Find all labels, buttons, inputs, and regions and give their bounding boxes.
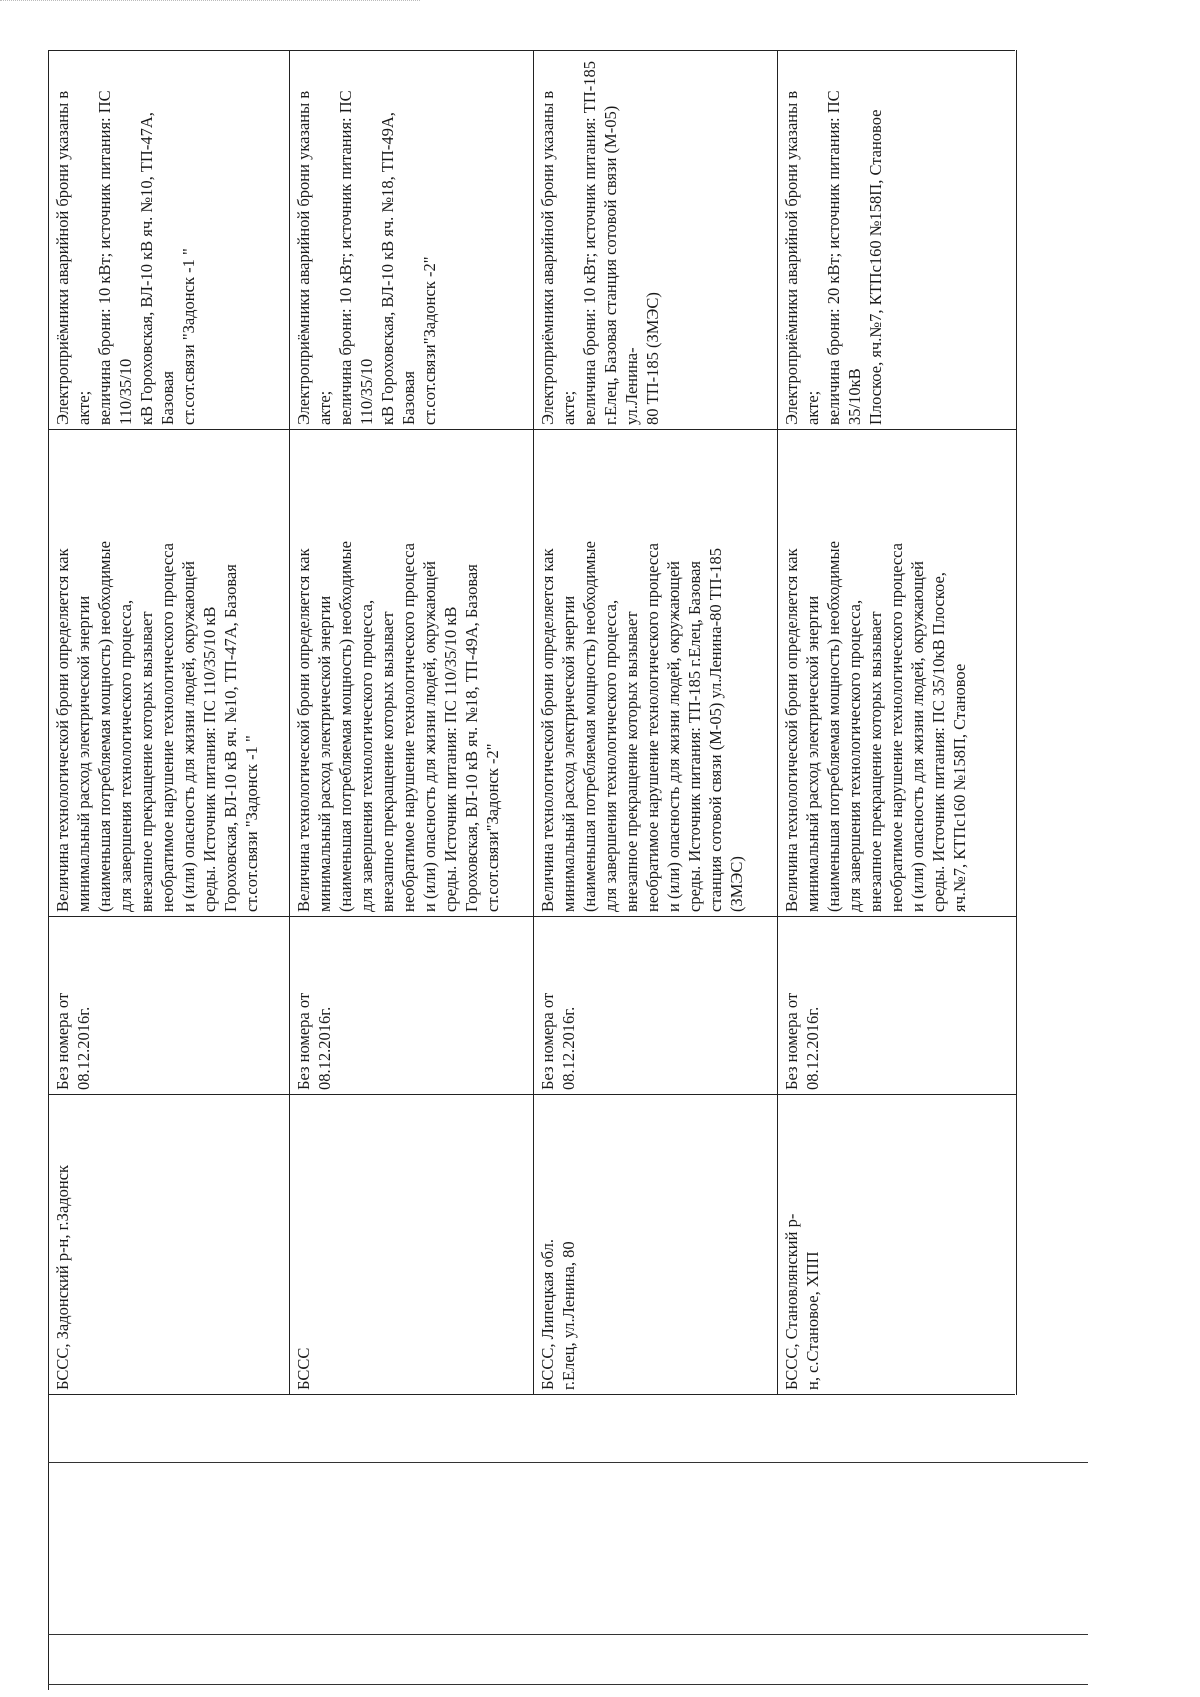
table-row — [533, 50, 778, 1395]
table-line — [48, 1684, 1088, 1685]
tech-reserve-cell: Величина технологической брони определяется как минимальный расход электрической энергии (наименьшая потребляемая мощность) необходимые для завершения технологического процесса, внезапное прекращение которых вызывает необратимое нарушение технологического процесса и (или) опасность для жизни людей, окружающей среды. Источник питания: ПС 35/10кВ Плоское, яч.№7, КТПс160 №158П, Становое — [782, 541, 969, 912]
document-cell: Без номера от 08.12.2016г. — [53, 992, 93, 1090]
scan-artifact — [0, 0, 420, 7]
table-border — [48, 1394, 1015, 1395]
object-cell: БССС, Липецкая обл. г.Елец, ул.Ленина, 80 — [538, 1238, 578, 1390]
tech-reserve-cell: Величина технологической брони определяется как минимальный расход электрической энергии (наименьшая потребляемая мощность) необходимые для завершения технологического процесса, внезапное прекращение которых вызывает необратимое нарушение технологического процесса и (или) опасность для жизни людей, окружающей среды. Источник питания: ТП-185 г.Елец, Базовая станция сотовой связи (М-05) ул.Ленина-80 ТП-185 (ЗМЭС) — [538, 541, 746, 912]
reserve-table — [48, 50, 1068, 1395]
document-cell: Без номера от 08.12.2016г. — [294, 992, 334, 1090]
object-cell: БССС — [294, 1347, 313, 1390]
table-row — [48, 50, 290, 1395]
table-border — [48, 50, 1015, 51]
table-border — [48, 1395, 49, 1690]
table-line — [48, 1634, 1088, 1635]
tech-reserve-cell: Величина технологической брони определяется как минимальный расход электрической энергии (наименьшая потребляемая мощность) необходимые для завершения технологического процесса, внезапное прекращение которых вызывает необратимое нарушение технологического процесса и (или) опасность для жизни людей, окружающей среды. Источник питания: ПС 110/35/10 кВ Гороховская, ВЛ-10 кВ яч. №10, ТП-47А, Базовая ст.сот.связи "Задонск -1 " — [53, 541, 261, 912]
emergency-reserve-cell: Электроприёмники аварийной брони указаны в акте; величина брони: 20 кВт; источник питания: ПС 35/10кВ Плоское, яч.№7, КТПс160 №158П, Становое — [782, 90, 885, 425]
document-cell: Без номера от 08.12.2016г. — [782, 992, 822, 1090]
emergency-reserve-cell: Электроприёмники аварийной брони указаны в акте; величина брони: 10 кВт; источник питания: ТП-185 г.Елец, Базовая станция сотовой связи (М-05) ул.Ленина- 80 ТП-185 (ЗМЭС) — [538, 61, 662, 425]
object-cell: БССС, Становлянский р- н, с.Становое, ХПП — [782, 1213, 822, 1390]
table-row — [289, 50, 534, 1395]
emergency-reserve-cell: Электроприёмники аварийной брони указаны в акте; величина брони: 10 кВт; источник питания: ПС 110/35/10 кВ Гороховская, ВЛ-10 кВ яч. №10, ТП-47А, Базовая ст.сот.связи "Задонск -1 " — [53, 90, 198, 425]
emergency-reserve-cell: Электроприёмники аварийной брони указаны в акте; величина брони: 10 кВт; источник питания: ПС 110/35/10 кВ Гороховская, ВЛ-10 кВ яч. №18, ТП-49А, Базовая ст.сот.связи"Задонск -2" — [294, 90, 439, 425]
table-line — [48, 1462, 1088, 1463]
table-row — [777, 50, 1017, 1395]
object-cell: БССС, Задонский р-н, г.Задонск — [53, 1164, 72, 1390]
tech-reserve-cell: Величина технологической брони определяется как минимальный расход электрической энергии (наименьшая потребляемая мощность) необходимые для завершения технологического процесса, внезапное прекращение которых вызывает необратимое нарушение технологического процесса и (или) опасность для жизни людей, окружающей среды. Источник питания: ПС 110/35/10 кВ Гороховская, ВЛ-10 кВ яч. №18, ТП-49А, Базовая ст.сот.связи"Задонск -2" — [294, 541, 502, 912]
document-cell: Без номера от 08.12.2016г. — [538, 992, 578, 1090]
